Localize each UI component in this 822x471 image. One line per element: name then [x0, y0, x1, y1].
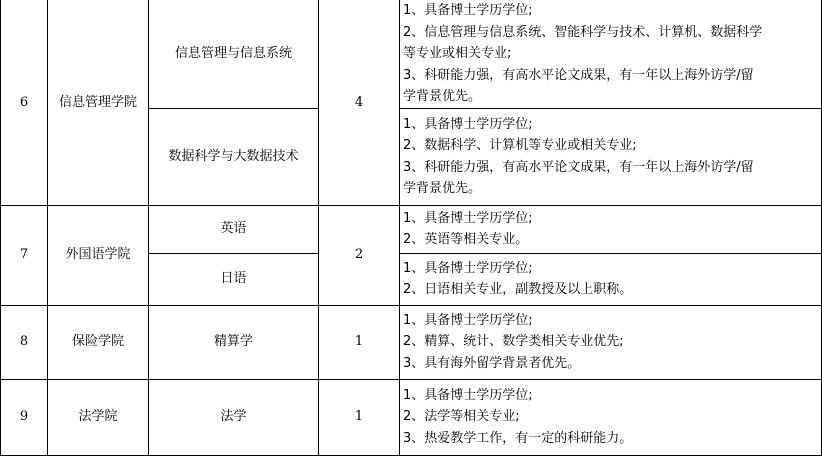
requirement-line: 1、具备博士学历学位; [403, 260, 533, 276]
position-count: 4 [319, 0, 400, 205]
requirement-line: 2、日语相关专业，副教授及以上职称。 [403, 282, 633, 297]
requirement-line: 1、具备博士学历学位; [403, 210, 533, 226]
row-index: 8 [1, 305, 48, 379]
requirement-line: 3、具有海外留学背景者优先。 [403, 355, 581, 371]
position-count: 1 [319, 379, 400, 455]
requirements-cell [400, 379, 822, 455]
requirement-line: 2、精算、统计、数学类相关专业优先; [403, 334, 624, 350]
college-name: 法学院 [48, 379, 149, 455]
requirement-line: 3、科研能力强，有高水平论文成果，有一年以上海外访学/留 [403, 159, 754, 175]
requirement-line: 1、具备博士学历学位; [403, 3, 533, 18]
requirement-line: 3、科研能力强，有高水平论文成果，有一年以上海外访学/留 [403, 67, 754, 83]
requirement-line: 2、信息管理与信息系统、智能科学与技术、计算机、数据科学 [403, 24, 763, 40]
position-count: 2 [319, 205, 400, 305]
row-index: 6 [1, 0, 48, 205]
requirements-cell [400, 108, 822, 205]
requirement-line: 学背景优先。 [403, 181, 482, 196]
major-name: 日语 [149, 253, 319, 305]
requirement-line: 1、具备博士学历学位; [403, 387, 533, 403]
requirement-line: 3、热爱教学工作，有一定的科研能力。 [403, 430, 633, 446]
requirement-line: 等专业或相关专业; [403, 46, 512, 61]
requirement-line: 2、法学等相关专业; [403, 409, 520, 425]
requirement-line: 2、数据科学、计算机等专业或相关专业; [403, 138, 637, 153]
table-row [1, 379, 822, 455]
position-count: 1 [319, 305, 400, 379]
requirement-line: 2、英语等相关专业。 [403, 232, 529, 247]
major-name: 英语 [149, 205, 319, 253]
college-name: 外国语学院 [48, 205, 149, 305]
college-name: 信息管理学院 [48, 0, 149, 205]
major-name: 精算学 [149, 305, 319, 379]
row-index: 7 [1, 205, 48, 305]
college-name: 保险学院 [48, 305, 149, 379]
table-row [1, 305, 822, 379]
requirements-cell [400, 0, 822, 108]
requirements-cell [400, 253, 822, 305]
major-name: 法学 [149, 379, 319, 455]
requirements-cell [400, 305, 822, 379]
major-name: 数据科学与大数据技术 [149, 108, 319, 205]
requirement-line: 学背景优先。 [403, 89, 482, 104]
major-name: 信息管理与信息系统 [149, 0, 319, 108]
requirements-cell [400, 205, 822, 253]
table-row [1, 0, 822, 108]
row-index: 9 [1, 379, 48, 455]
table-row [1, 205, 822, 253]
requirement-line: 1、具备博士学历学位; [403, 116, 533, 132]
requirement-line: 1、具备博士学历学位; [403, 312, 533, 328]
